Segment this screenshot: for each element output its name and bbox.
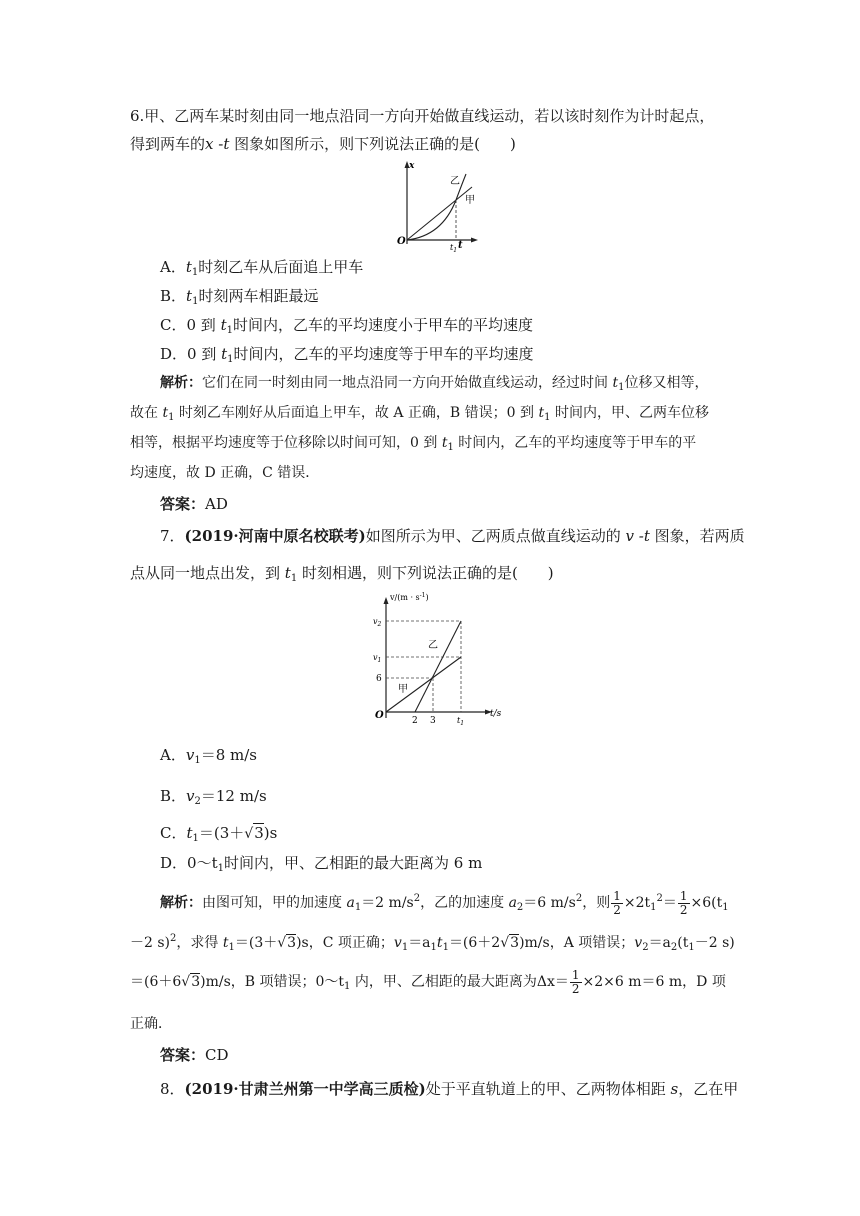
q6-analysis-line2: 故在 $t_1$ 时刻乙车刚好从后面追上甲车，故 A 正确，B 错误；0 到 $t_1$ 时间内，甲、乙两车位移 bbox=[130, 405, 709, 423]
q7-label-jia: 甲 bbox=[398, 684, 408, 695]
q7-y-axis-end: ) bbox=[425, 593, 429, 602]
q6-stem-line2: 得到两车的x -t 图象如图所示，则下列说法正确的是( ) bbox=[130, 135, 516, 153]
q7-tick-3: 3 bbox=[430, 716, 436, 726]
fraction-half: $\frac{1}{2}$ bbox=[571, 967, 580, 996]
svg-text:v1 bbox=[373, 653, 381, 664]
q7-answer: 答案：CD bbox=[160, 1046, 229, 1064]
svg-text:v2 bbox=[373, 617, 382, 628]
q7-analysis-line1: 解析：由图可知，甲的加速度 $a_1=2$ $m/s^2$，乙的加速度 $a_2=6$ $m/s^2$，则 $\frac{1}{2}$ $\times 2t_1^2=$ $\frac{1}{2}$ $\times 6(t_1$ bbox=[160, 888, 729, 917]
q7-stem-line2: 点从同一地点出发，到 $t_1$ 时刻相遇，则下列说法正确的是( ) bbox=[130, 564, 554, 584]
q7-t1-label: t bbox=[457, 716, 461, 725]
fraction-half: $\frac{1}{2}$ bbox=[679, 888, 688, 917]
q6-t1-sub: 1 bbox=[453, 247, 458, 252]
q6-label-jia: 甲 bbox=[465, 195, 475, 206]
q7-origin-label: O bbox=[375, 710, 384, 721]
q7-analysis-line2: －2 s)$^2$，求得 $t_1=(3+√3)s$，C 项正确；$v_1=a_1t_1=(6+2√3)m/s$，A 项错误；$v_2=a_2(t_1-2$ s) bbox=[130, 933, 735, 953]
q7-option-c: C．$t_1=(3+√3)s$ bbox=[160, 824, 278, 844]
q7-analysis-line4: 正确． bbox=[130, 1016, 172, 1032]
q7-stem-line1: 7．(2019·河南中原名校联考)如图所示为甲、乙两质点做直线运动的 v -t 图象，若两质 bbox=[160, 527, 745, 545]
fraction-half: $\frac{1}{2}$ bbox=[613, 888, 621, 917]
q7-tick-2: 2 bbox=[412, 716, 418, 726]
q7-v2-label: v bbox=[373, 617, 378, 626]
q6-origin-label: O bbox=[397, 236, 406, 247]
q6-t1-label: t bbox=[450, 243, 454, 252]
q6-option-d: D．0 到 $t_1$时间内，乙车的平均速度等于甲车的平均速度 bbox=[160, 345, 534, 365]
q7-v2-sub: 2 bbox=[377, 621, 382, 628]
q7-option-b: B．$v_2=12$ m/s bbox=[160, 787, 267, 807]
q7-tick-6: 6 bbox=[376, 674, 382, 684]
q6-stem-line1: 6.甲、乙两车某时刻由同一地点沿同一方向开始做直线运动，若以该时刻作为计时起点， bbox=[130, 107, 715, 125]
q6-t-axis-label: t bbox=[458, 240, 463, 251]
svg-text:t1 bbox=[450, 243, 457, 252]
q7-v1-sub: 1 bbox=[377, 657, 382, 664]
svg-text:t1 bbox=[457, 716, 464, 727]
svg-text:v/(m · s-1) bbox=[389, 592, 429, 602]
q6-option-b: B．$t_1$时刻两车相距最远 bbox=[160, 287, 319, 307]
q7-t1-sub: 1 bbox=[460, 720, 465, 727]
q7-y-axis-label: v/(m · s bbox=[390, 593, 420, 602]
q8-stem-line1: 8．(2019·甘肃兰州第一中学高三质检)处于平直轨道上的甲、乙两物体相距 s，乙在甲 bbox=[160, 1080, 739, 1098]
q7-option-a: A．$v_1=8$ m/s bbox=[160, 746, 257, 766]
q6-analysis-line4: 均速度，故 D 正确，C 错误． bbox=[130, 465, 320, 481]
q7-label-yi: 乙 bbox=[428, 640, 438, 651]
q7-vt-graph bbox=[368, 588, 508, 728]
q7-v1-label: v bbox=[373, 653, 378, 662]
q6-option-c: C．0 到 $t_1$时间内，乙车的平均速度小于甲车的平均速度 bbox=[160, 316, 533, 336]
q7-analysis-line3: ＝(6＋6√3)m/s，B 项错误；$0\sim t_1$ 内，甲、乙相距的最大距离为Δx＝ $\frac{1}{2}$ ×2×6 m＝6 m，D 项 bbox=[130, 967, 726, 996]
q6-analysis-line1: 解析：它们在同一时刻由同一地点沿同一方向开始做直线运动，经过时间 $t_1$位移又相等， bbox=[160, 375, 709, 393]
q6-label-yi: 乙 bbox=[450, 176, 460, 187]
q6-analysis-line3: 相等，根据平均速度等于位移除以时间可知，0 到 $t_1$ 时间内，乙车的平均速度等于甲车的平 bbox=[130, 435, 697, 453]
q6-option-a: A．$t_1$时刻乙车从后面追上甲车 bbox=[160, 258, 364, 278]
q7-t-axis-label: t/s bbox=[490, 709, 502, 719]
q7-option-d: D．$0\sim t_1$时间内，甲、乙相距的最大距离为 6 m bbox=[160, 854, 483, 874]
q6-xt-graph bbox=[392, 156, 482, 252]
q6-x-axis-label: x bbox=[409, 161, 415, 171]
q6-answer: 答案：AD bbox=[160, 495, 228, 513]
q7-y-axis-sup: -1 bbox=[419, 592, 426, 599]
